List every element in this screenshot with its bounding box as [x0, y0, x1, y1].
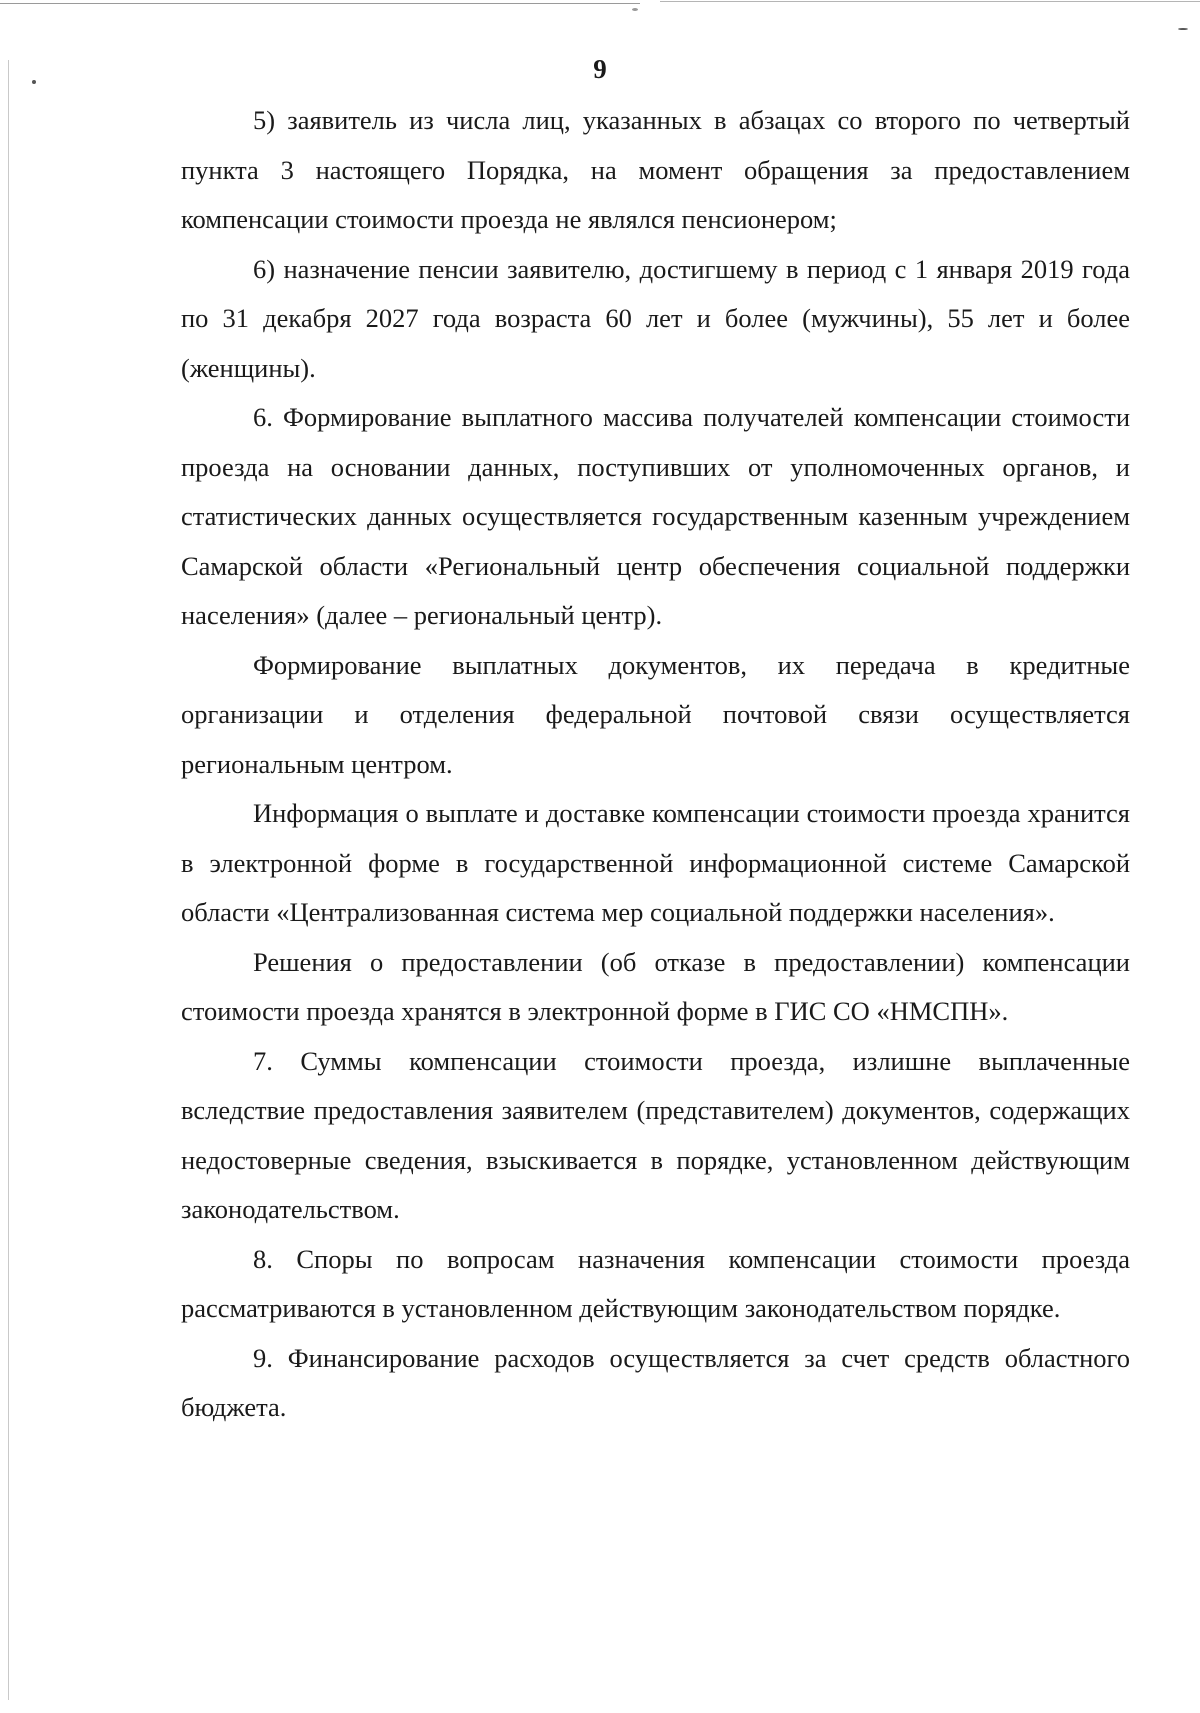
paragraph-clause-9: 9. Финансирование расходов осуществляется за счет средств областного бюджета. — [181, 1342, 1130, 1422]
paragraph-clause-6: 6. Формирование выплатного массива получателей компенсации стоимости проезда на основании данных, поступивших от уполномоченных органов, и статистических данных осуществляется государственным казенным учреждением Самарской области «Региональный центр обеспечения социальной поддержки населения» (далее – региональный центр). — [181, 402, 1130, 630]
paragraph-item-6: 6) назначение пенсии заявителю, достигшему в период с 1 января 2019 года по 31 декабря 2027 года возраста 60 лет и более (мужчины), 55 лет и более (женщины). — [181, 253, 1130, 383]
page-number: 9 — [593, 54, 607, 84]
scan-speck — [632, 8, 638, 11]
scan-edge-top — [0, 3, 640, 4]
document-body — [181, 96, 1130, 1433]
paragraph-decisions: Решения о предоставлении (об отказе в предоставлении) компенсации стоимости проезда хранятся в электронной форме в ГИС СО «НМСПН». — [181, 946, 1130, 1026]
paragraph-payment-documents: Формирование выплатных документов, их передача в кредитные организации и отделения федеральной почтовой связи осуществляется региональным центром. — [181, 649, 1130, 779]
paragraph-payment-info: Информация о выплате и доставке компенсации стоимости проезда хранится в электронной форме в государственной информационной системе Самарской области «Централизованная система мер социальной поддержки населения». — [181, 798, 1130, 927]
paragraph-clause-8: 8. Споры по вопросам назначения компенсации стоимости проезда рассматриваются в установленном действующим законодательством порядке. — [181, 1243, 1130, 1323]
paragraph-clause-7: 7. Суммы компенсации стоимости проезда, излишне выплаченные вследствие предоставления заявителем (представителем) документов, содержащих недостоверные сведения, взыскивается в порядке, установленном действующим законодательством. — [181, 1045, 1130, 1224]
paragraph-item-5: 5) заявитель из числа лиц, указанных в абзацах со второго по четвертый пункта 3 настоящего Порядка, на момент обращения за предоставлением компенсации стоимости проезда не являлся пенсионером; — [181, 105, 1130, 234]
scan-edge-left — [8, 60, 9, 1700]
scan-edge-top-right — [660, 1, 1200, 2]
scan-speck — [1178, 28, 1188, 30]
